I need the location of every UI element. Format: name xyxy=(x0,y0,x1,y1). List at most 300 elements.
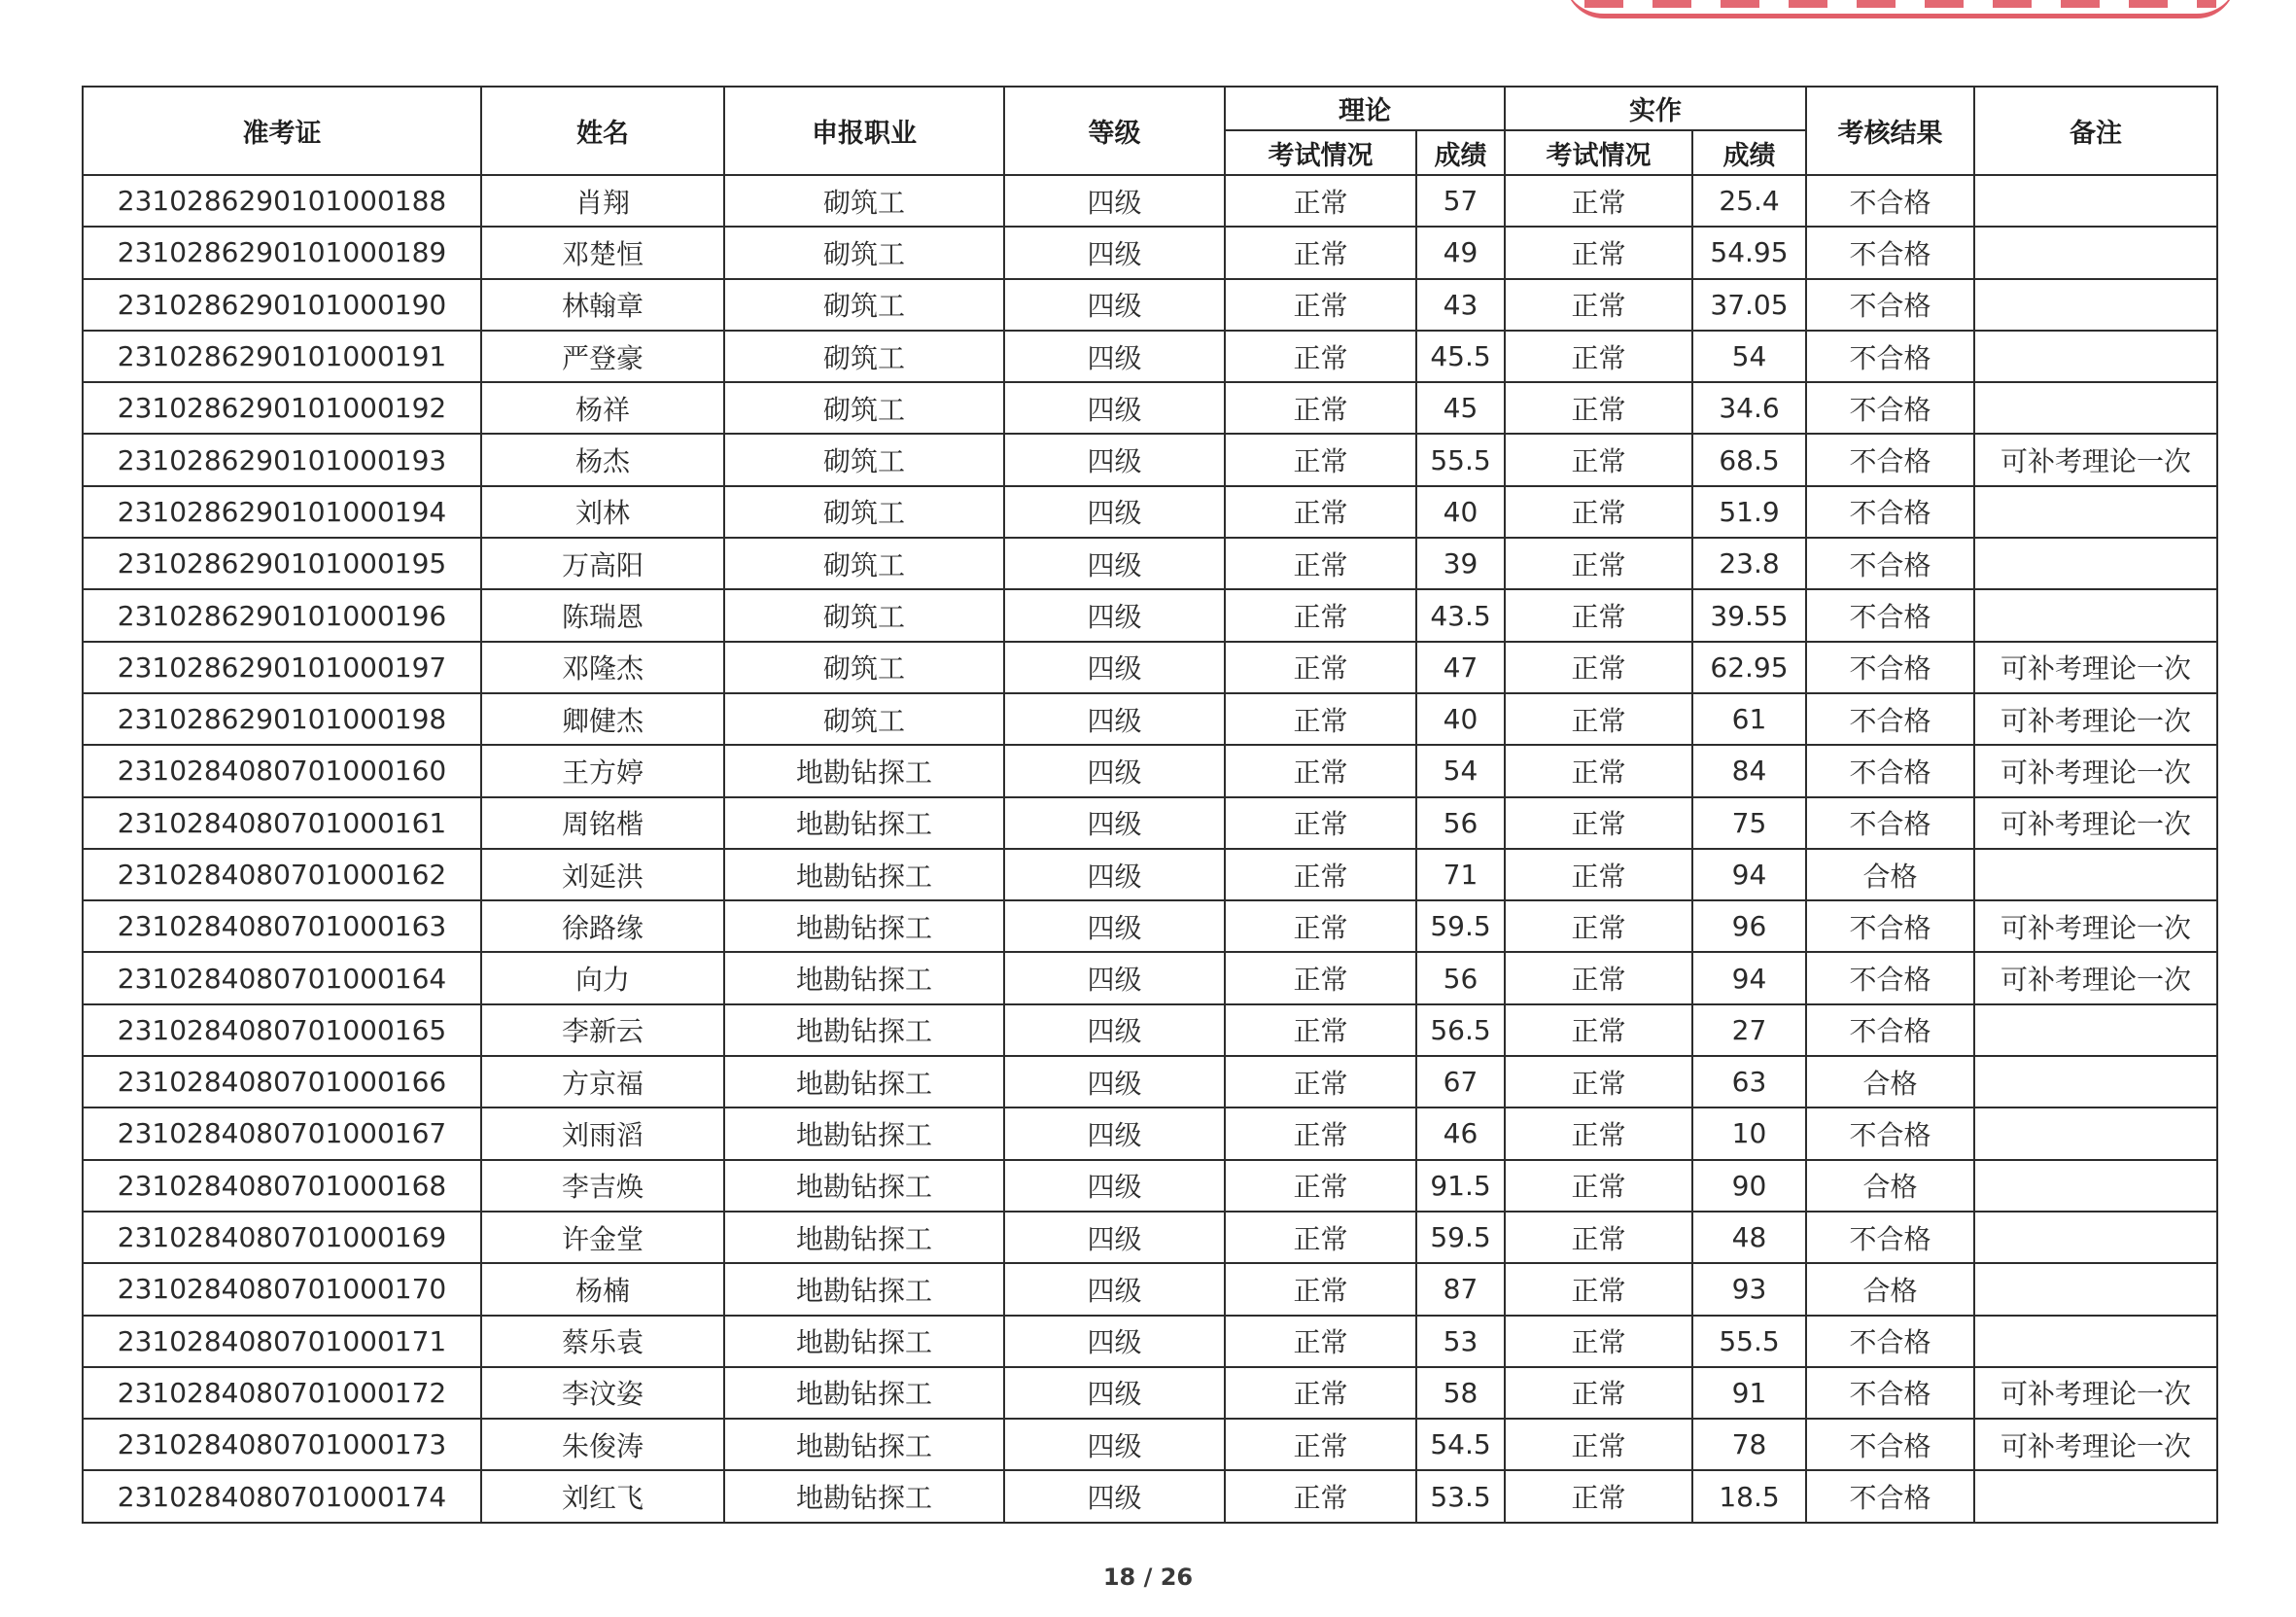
table-row xyxy=(83,693,2217,745)
theory-status-cell: 正常 xyxy=(1225,279,1416,331)
occupation-cell: 砌筑工 xyxy=(724,589,1004,641)
result-cell: 不合格 xyxy=(1806,642,1974,693)
table-row xyxy=(83,642,2217,693)
practice-status-cell: 正常 xyxy=(1505,1107,1692,1159)
col-header-theory: 理论 xyxy=(1225,87,1505,130)
theory-status-cell: 正常 xyxy=(1225,1419,1416,1470)
name-cell: 刘林 xyxy=(481,486,724,538)
col-header-remark: 备注 xyxy=(1974,87,2217,175)
remark-cell xyxy=(1974,1004,2217,1056)
table-row xyxy=(83,434,2217,485)
exam-id-cell: 2310286290101000194 xyxy=(83,486,481,538)
name-cell: 李新云 xyxy=(481,1004,724,1056)
practice-score-cell: 63 xyxy=(1692,1056,1806,1107)
table-row xyxy=(83,331,2217,382)
remark-cell: 可补考理论一次 xyxy=(1974,693,2217,745)
table-row xyxy=(83,175,2217,227)
practice-status-cell: 正常 xyxy=(1505,642,1692,693)
level-cell: 四级 xyxy=(1004,1470,1225,1522)
theory-score-cell: 43.5 xyxy=(1416,589,1505,641)
level-cell: 四级 xyxy=(1004,1056,1225,1107)
remark-cell: 可补考理论一次 xyxy=(1974,900,2217,952)
result-cell: 不合格 xyxy=(1806,745,1974,796)
result-cell: 不合格 xyxy=(1806,1367,1974,1419)
result-cell: 不合格 xyxy=(1806,589,1974,641)
practice-status-cell: 正常 xyxy=(1505,486,1692,538)
exam-id-cell: 2310284080701000163 xyxy=(83,900,481,952)
level-cell: 四级 xyxy=(1004,331,1225,382)
remark-cell xyxy=(1974,1160,2217,1212)
level-cell: 四级 xyxy=(1004,1004,1225,1056)
result-cell: 不合格 xyxy=(1806,382,1974,434)
table-row xyxy=(83,279,2217,331)
practice-score-cell: 55.5 xyxy=(1692,1316,1806,1367)
practice-status-cell: 正常 xyxy=(1505,693,1692,745)
practice-score-cell: 93 xyxy=(1692,1263,1806,1315)
occupation-cell: 地勘钻探工 xyxy=(724,1160,1004,1212)
remark-cell xyxy=(1974,227,2217,278)
theory-score-cell: 91.5 xyxy=(1416,1160,1505,1212)
remark-cell xyxy=(1974,1056,2217,1107)
theory-score-cell: 67 xyxy=(1416,1056,1505,1107)
name-cell: 林翰章 xyxy=(481,279,724,331)
level-cell: 四级 xyxy=(1004,1367,1225,1419)
theory-score-cell: 59.5 xyxy=(1416,900,1505,952)
level-cell: 四级 xyxy=(1004,434,1225,485)
theory-status-cell: 正常 xyxy=(1225,797,1416,849)
table-row xyxy=(83,745,2217,796)
remark-cell: 可补考理论一次 xyxy=(1974,797,2217,849)
theory-score-cell: 39 xyxy=(1416,538,1505,589)
theory-status-cell: 正常 xyxy=(1225,1160,1416,1212)
remark-cell xyxy=(1974,1107,2217,1159)
name-cell: 邓楚恒 xyxy=(481,227,724,278)
level-cell: 四级 xyxy=(1004,1263,1225,1315)
result-cell: 不合格 xyxy=(1806,486,1974,538)
level-cell: 四级 xyxy=(1004,1419,1225,1470)
practice-status-cell: 正常 xyxy=(1505,589,1692,641)
practice-status-cell: 正常 xyxy=(1505,227,1692,278)
result-cell: 不合格 xyxy=(1806,279,1974,331)
theory-status-cell: 正常 xyxy=(1225,900,1416,952)
name-cell: 周铭楷 xyxy=(481,797,724,849)
red-seal-text-fragment xyxy=(1584,0,2216,8)
remark-cell xyxy=(1974,382,2217,434)
table-row xyxy=(83,227,2217,278)
practice-score-cell: 23.8 xyxy=(1692,538,1806,589)
result-cell: 不合格 xyxy=(1806,227,1974,278)
result-cell: 不合格 xyxy=(1806,952,1974,1003)
theory-score-cell: 59.5 xyxy=(1416,1212,1505,1263)
result-cell: 不合格 xyxy=(1806,331,1974,382)
theory-status-cell: 正常 xyxy=(1225,382,1416,434)
theory-score-cell: 46 xyxy=(1416,1107,1505,1159)
col-header-exam-id: 准考证 xyxy=(83,87,481,175)
theory-status-cell: 正常 xyxy=(1225,1004,1416,1056)
exam-id-cell: 2310286290101000189 xyxy=(83,227,481,278)
name-cell: 李吉焕 xyxy=(481,1160,724,1212)
practice-status-cell: 正常 xyxy=(1505,175,1692,227)
level-cell: 四级 xyxy=(1004,900,1225,952)
theory-status-cell: 正常 xyxy=(1225,1316,1416,1367)
practice-status-cell: 正常 xyxy=(1505,331,1692,382)
result-cell: 不合格 xyxy=(1806,1212,1974,1263)
name-cell: 王方婷 xyxy=(481,745,724,796)
occupation-cell: 地勘钻探工 xyxy=(724,1263,1004,1315)
name-cell: 卿健杰 xyxy=(481,693,724,745)
remark-cell xyxy=(1974,486,2217,538)
practice-status-cell: 正常 xyxy=(1505,849,1692,900)
result-cell: 不合格 xyxy=(1806,900,1974,952)
theory-score-cell: 87 xyxy=(1416,1263,1505,1315)
table-row xyxy=(83,1212,2217,1263)
theory-score-cell: 71 xyxy=(1416,849,1505,900)
practice-score-cell: 84 xyxy=(1692,745,1806,796)
theory-status-cell: 正常 xyxy=(1225,434,1416,485)
practice-status-cell: 正常 xyxy=(1505,1316,1692,1367)
table-row xyxy=(83,589,2217,641)
occupation-cell: 砌筑工 xyxy=(724,175,1004,227)
remark-cell xyxy=(1974,1212,2217,1263)
remark-cell xyxy=(1974,589,2217,641)
level-cell: 四级 xyxy=(1004,227,1225,278)
level-cell: 四级 xyxy=(1004,175,1225,227)
practice-status-cell: 正常 xyxy=(1505,382,1692,434)
remark-cell xyxy=(1974,279,2217,331)
theory-score-cell: 45.5 xyxy=(1416,331,1505,382)
practice-score-cell: 27 xyxy=(1692,1004,1806,1056)
theory-status-cell: 正常 xyxy=(1225,952,1416,1003)
theory-status-cell: 正常 xyxy=(1225,227,1416,278)
result-cell: 不合格 xyxy=(1806,797,1974,849)
exam-id-cell: 2310286290101000197 xyxy=(83,642,481,693)
level-cell: 四级 xyxy=(1004,1212,1225,1263)
practice-status-cell: 正常 xyxy=(1505,279,1692,331)
level-cell: 四级 xyxy=(1004,486,1225,538)
occupation-cell: 地勘钻探工 xyxy=(724,952,1004,1003)
table-row xyxy=(83,1419,2217,1470)
remark-cell xyxy=(1974,1316,2217,1367)
practice-score-cell: 25.4 xyxy=(1692,175,1806,227)
practice-status-cell: 正常 xyxy=(1505,1160,1692,1212)
theory-score-cell: 47 xyxy=(1416,642,1505,693)
occupation-cell: 地勘钻探工 xyxy=(724,1004,1004,1056)
exam-id-cell: 2310284080701000165 xyxy=(83,1004,481,1056)
practice-score-cell: 96 xyxy=(1692,900,1806,952)
exam-id-cell: 2310286290101000190 xyxy=(83,279,481,331)
remark-cell: 可补考理论一次 xyxy=(1974,434,2217,485)
exam-id-cell: 2310284080701000162 xyxy=(83,849,481,900)
name-cell: 李汶姿 xyxy=(481,1367,724,1419)
level-cell: 四级 xyxy=(1004,1107,1225,1159)
theory-score-cell: 57 xyxy=(1416,175,1505,227)
result-cell: 合格 xyxy=(1806,1263,1974,1315)
result-cell: 不合格 xyxy=(1806,1107,1974,1159)
occupation-cell: 砌筑工 xyxy=(724,331,1004,382)
name-cell: 许金堂 xyxy=(481,1212,724,1263)
name-cell: 蔡乐袁 xyxy=(481,1316,724,1367)
col-header-occupation: 申报职业 xyxy=(724,87,1004,175)
practice-score-cell: 75 xyxy=(1692,797,1806,849)
practice-status-cell: 正常 xyxy=(1505,1212,1692,1263)
exam-id-cell: 2310284080701000173 xyxy=(83,1419,481,1470)
theory-status-cell: 正常 xyxy=(1225,486,1416,538)
practice-score-cell: 61 xyxy=(1692,693,1806,745)
occupation-cell: 砌筑工 xyxy=(724,227,1004,278)
practice-score-cell: 18.5 xyxy=(1692,1470,1806,1522)
practice-status-cell: 正常 xyxy=(1505,745,1692,796)
name-cell: 刘延洪 xyxy=(481,849,724,900)
level-cell: 四级 xyxy=(1004,952,1225,1003)
practice-score-cell: 91 xyxy=(1692,1367,1806,1419)
theory-score-cell: 53 xyxy=(1416,1316,1505,1367)
theory-status-cell: 正常 xyxy=(1225,1056,1416,1107)
table-body xyxy=(83,175,2217,1523)
exam-id-cell: 2310284080701000166 xyxy=(83,1056,481,1107)
level-cell: 四级 xyxy=(1004,279,1225,331)
level-cell: 四级 xyxy=(1004,642,1225,693)
theory-status-cell: 正常 xyxy=(1225,693,1416,745)
practice-status-cell: 正常 xyxy=(1505,1419,1692,1470)
level-cell: 四级 xyxy=(1004,589,1225,641)
remark-cell xyxy=(1974,538,2217,589)
table-row xyxy=(83,1316,2217,1367)
practice-score-cell: 48 xyxy=(1692,1212,1806,1263)
table-row xyxy=(83,952,2217,1003)
remark-cell: 可补考理论一次 xyxy=(1974,745,2217,796)
level-cell: 四级 xyxy=(1004,382,1225,434)
theory-status-cell: 正常 xyxy=(1225,538,1416,589)
practice-score-cell: 94 xyxy=(1692,952,1806,1003)
col-header-practice-status: 考试情况 xyxy=(1505,130,1692,175)
theory-status-cell: 正常 xyxy=(1225,1107,1416,1159)
practice-status-cell: 正常 xyxy=(1505,1004,1692,1056)
exam-id-cell: 2310284080701000167 xyxy=(83,1107,481,1159)
name-cell: 肖翔 xyxy=(481,175,724,227)
practice-score-cell: 62.95 xyxy=(1692,642,1806,693)
theory-score-cell: 40 xyxy=(1416,486,1505,538)
occupation-cell: 地勘钻探工 xyxy=(724,1107,1004,1159)
col-header-level: 等级 xyxy=(1004,87,1225,175)
occupation-cell: 地勘钻探工 xyxy=(724,849,1004,900)
result-cell: 不合格 xyxy=(1806,693,1974,745)
table-row xyxy=(83,900,2217,952)
name-cell: 朱俊涛 xyxy=(481,1419,724,1470)
table-row xyxy=(83,849,2217,900)
occupation-cell: 地勘钻探工 xyxy=(724,745,1004,796)
result-cell: 合格 xyxy=(1806,1160,1974,1212)
results-table xyxy=(82,86,2218,1524)
practice-status-cell: 正常 xyxy=(1505,900,1692,952)
practice-score-cell: 54 xyxy=(1692,331,1806,382)
exam-id-cell: 2310286290101000188 xyxy=(83,175,481,227)
theory-status-cell: 正常 xyxy=(1225,849,1416,900)
result-cell: 不合格 xyxy=(1806,434,1974,485)
table-header xyxy=(83,87,2217,175)
occupation-cell: 地勘钻探工 xyxy=(724,1419,1004,1470)
exam-id-cell: 2310284080701000161 xyxy=(83,797,481,849)
result-cell: 不合格 xyxy=(1806,538,1974,589)
exam-id-cell: 2310284080701000172 xyxy=(83,1367,481,1419)
occupation-cell: 地勘钻探工 xyxy=(724,797,1004,849)
occupation-cell: 砌筑工 xyxy=(724,642,1004,693)
table-row xyxy=(83,1004,2217,1056)
remark-cell xyxy=(1974,1263,2217,1315)
theory-score-cell: 40 xyxy=(1416,693,1505,745)
level-cell: 四级 xyxy=(1004,1316,1225,1367)
level-cell: 四级 xyxy=(1004,538,1225,589)
occupation-cell: 地勘钻探工 xyxy=(724,1367,1004,1419)
occupation-cell: 地勘钻探工 xyxy=(724,1470,1004,1522)
page-number: 18 / 26 xyxy=(1102,1564,1194,1591)
theory-score-cell: 54.5 xyxy=(1416,1419,1505,1470)
occupation-cell: 砌筑工 xyxy=(724,538,1004,589)
theory-score-cell: 56.5 xyxy=(1416,1004,1505,1056)
remark-cell: 可补考理论一次 xyxy=(1974,1367,2217,1419)
theory-status-cell: 正常 xyxy=(1225,1367,1416,1419)
practice-status-cell: 正常 xyxy=(1505,797,1692,849)
occupation-cell: 砌筑工 xyxy=(724,434,1004,485)
result-cell: 不合格 xyxy=(1806,1004,1974,1056)
col-header-theory-status: 考试情况 xyxy=(1225,130,1416,175)
name-cell: 邓隆杰 xyxy=(481,642,724,693)
practice-status-cell: 正常 xyxy=(1505,1367,1692,1419)
occupation-cell: 砌筑工 xyxy=(724,279,1004,331)
remark-cell xyxy=(1974,175,2217,227)
table-row xyxy=(83,1160,2217,1212)
exam-id-cell: 2310286290101000193 xyxy=(83,434,481,485)
exam-id-cell: 2310284080701000164 xyxy=(83,952,481,1003)
result-cell: 合格 xyxy=(1806,1056,1974,1107)
exam-id-cell: 2310286290101000192 xyxy=(83,382,481,434)
theory-status-cell: 正常 xyxy=(1225,331,1416,382)
practice-status-cell: 正常 xyxy=(1505,1056,1692,1107)
result-cell: 不合格 xyxy=(1806,1419,1974,1470)
table-row xyxy=(83,486,2217,538)
remark-cell xyxy=(1974,849,2217,900)
theory-status-cell: 正常 xyxy=(1225,1470,1416,1522)
theory-status-cell: 正常 xyxy=(1225,1212,1416,1263)
exam-id-cell: 2310286290101000196 xyxy=(83,589,481,641)
practice-score-cell: 34.6 xyxy=(1692,382,1806,434)
practice-status-cell: 正常 xyxy=(1505,952,1692,1003)
name-cell: 万高阳 xyxy=(481,538,724,589)
col-header-practice-score: 成绩 xyxy=(1692,130,1806,175)
theory-status-cell: 正常 xyxy=(1225,642,1416,693)
theory-score-cell: 56 xyxy=(1416,952,1505,1003)
occupation-cell: 地勘钻探工 xyxy=(724,1316,1004,1367)
theory-status-cell: 正常 xyxy=(1225,175,1416,227)
remark-cell xyxy=(1974,1470,2217,1522)
level-cell: 四级 xyxy=(1004,1160,1225,1212)
practice-status-cell: 正常 xyxy=(1505,1470,1692,1522)
occupation-cell: 地勘钻探工 xyxy=(724,1056,1004,1107)
exam-id-cell: 2310286290101000195 xyxy=(83,538,481,589)
col-header-name: 姓名 xyxy=(481,87,724,175)
table-row xyxy=(83,382,2217,434)
occupation-cell: 砌筑工 xyxy=(724,486,1004,538)
name-cell: 严登豪 xyxy=(481,331,724,382)
practice-score-cell: 78 xyxy=(1692,1419,1806,1470)
exam-id-cell: 2310284080701000169 xyxy=(83,1212,481,1263)
level-cell: 四级 xyxy=(1004,745,1225,796)
remark-cell: 可补考理论一次 xyxy=(1974,642,2217,693)
result-cell: 合格 xyxy=(1806,849,1974,900)
theory-score-cell: 55.5 xyxy=(1416,434,1505,485)
col-header-theory-score: 成绩 xyxy=(1416,130,1505,175)
col-header-result: 考核结果 xyxy=(1806,87,1974,175)
name-cell: 刘红飞 xyxy=(481,1470,724,1522)
table-row xyxy=(83,1107,2217,1159)
theory-score-cell: 58 xyxy=(1416,1367,1505,1419)
result-cell: 不合格 xyxy=(1806,1470,1974,1522)
occupation-cell: 地勘钻探工 xyxy=(724,1212,1004,1263)
table-row xyxy=(83,1367,2217,1419)
remark-cell: 可补考理论一次 xyxy=(1974,952,2217,1003)
exam-id-cell: 2310284080701000160 xyxy=(83,745,481,796)
name-cell: 杨杰 xyxy=(481,434,724,485)
theory-score-cell: 54 xyxy=(1416,745,1505,796)
table-row xyxy=(83,1470,2217,1522)
practice-status-cell: 正常 xyxy=(1505,434,1692,485)
practice-score-cell: 37.05 xyxy=(1692,279,1806,331)
practice-status-cell: 正常 xyxy=(1505,1263,1692,1315)
exam-id-cell: 2310286290101000191 xyxy=(83,331,481,382)
level-cell: 四级 xyxy=(1004,693,1225,745)
name-cell: 徐路缘 xyxy=(481,900,724,952)
name-cell: 陈瑞恩 xyxy=(481,589,724,641)
practice-score-cell: 68.5 xyxy=(1692,434,1806,485)
theory-status-cell: 正常 xyxy=(1225,745,1416,796)
theory-score-cell: 56 xyxy=(1416,797,1505,849)
level-cell: 四级 xyxy=(1004,797,1225,849)
table-row xyxy=(83,1263,2217,1315)
remark-cell xyxy=(1974,331,2217,382)
practice-score-cell: 10 xyxy=(1692,1107,1806,1159)
practice-score-cell: 39.55 xyxy=(1692,589,1806,641)
exam-id-cell: 2310286290101000198 xyxy=(83,693,481,745)
result-cell: 不合格 xyxy=(1806,175,1974,227)
exam-id-cell: 2310284080701000168 xyxy=(83,1160,481,1212)
name-cell: 杨楠 xyxy=(481,1263,724,1315)
col-header-practice: 实作 xyxy=(1505,87,1806,130)
exam-id-cell: 2310284080701000171 xyxy=(83,1316,481,1367)
theory-score-cell: 49 xyxy=(1416,227,1505,278)
occupation-cell: 砌筑工 xyxy=(724,693,1004,745)
theory-score-cell: 53.5 xyxy=(1416,1470,1505,1522)
name-cell: 杨祥 xyxy=(481,382,724,434)
practice-score-cell: 51.9 xyxy=(1692,486,1806,538)
occupation-cell: 地勘钻探工 xyxy=(724,900,1004,952)
result-cell: 不合格 xyxy=(1806,1316,1974,1367)
occupation-cell: 砌筑工 xyxy=(724,382,1004,434)
name-cell: 方京福 xyxy=(481,1056,724,1107)
name-cell: 刘雨滔 xyxy=(481,1107,724,1159)
level-cell: 四级 xyxy=(1004,849,1225,900)
theory-status-cell: 正常 xyxy=(1225,589,1416,641)
table-row xyxy=(83,538,2217,589)
exam-id-cell: 2310284080701000170 xyxy=(83,1263,481,1315)
theory-score-cell: 43 xyxy=(1416,279,1505,331)
table-row xyxy=(83,1056,2217,1107)
practice-status-cell: 正常 xyxy=(1505,538,1692,589)
remark-cell: 可补考理论一次 xyxy=(1974,1419,2217,1470)
theory-score-cell: 45 xyxy=(1416,382,1505,434)
exam-id-cell: 2310284080701000174 xyxy=(83,1470,481,1522)
practice-score-cell: 94 xyxy=(1692,849,1806,900)
practice-score-cell: 90 xyxy=(1692,1160,1806,1212)
theory-status-cell: 正常 xyxy=(1225,1263,1416,1315)
